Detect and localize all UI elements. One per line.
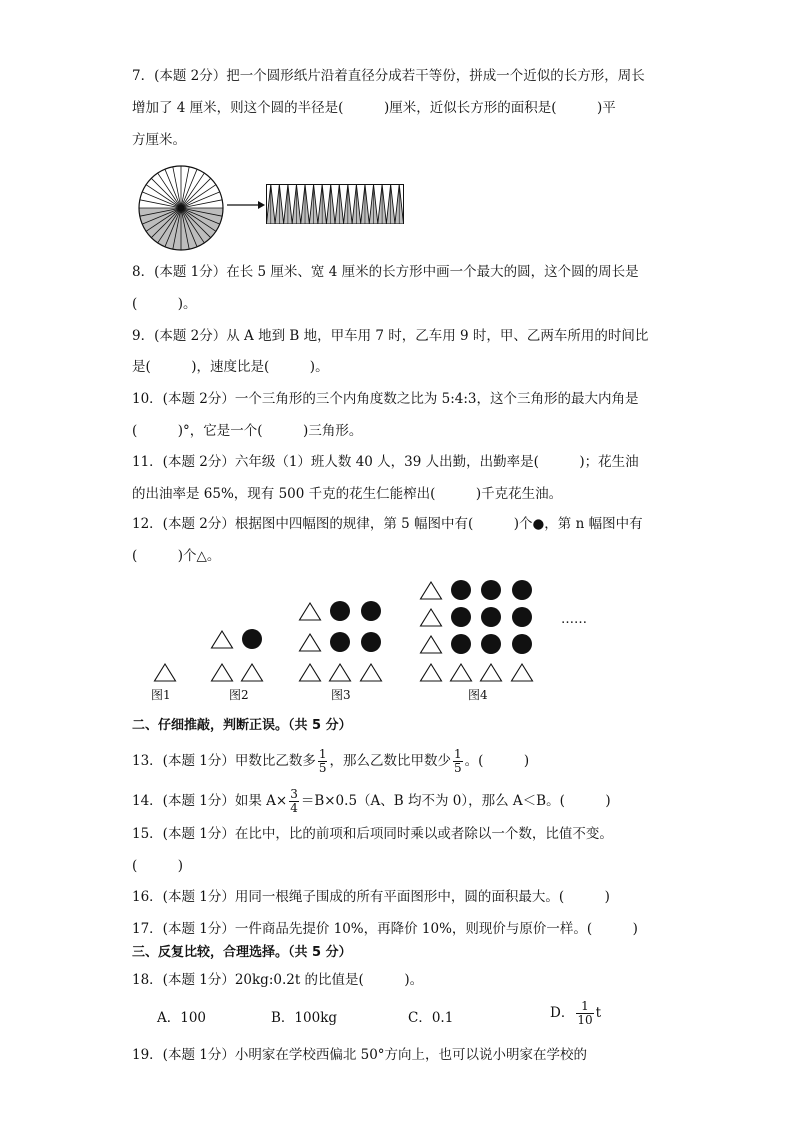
triangle-icon — [451, 664, 472, 681]
q13-fraction-1 — [318, 748, 328, 775]
q8-line1: 8．(本题 1分）在长 5 厘米、宽 4 厘米的长方形中画一个最大的圆，这个圆的周长是 — [132, 264, 639, 280]
triangle-icon — [300, 634, 321, 651]
triangle-icon — [512, 664, 533, 681]
q18-option-c[interactable]: C．0.1 — [408, 1010, 454, 1026]
q14-frac-den: 4 — [290, 801, 298, 815]
triangle-icon — [361, 664, 382, 681]
q18-stem: 18．(本题 1分）20kg:0.2t 的比值是( )。 — [132, 972, 424, 988]
dot-icon — [330, 632, 350, 652]
q12-line2: ( )个△。 — [132, 548, 221, 564]
q13-fraction-2 — [453, 748, 463, 775]
dot-icon — [451, 634, 471, 654]
triangle-icon — [300, 603, 321, 620]
q15-line2: ( ) — [132, 858, 184, 874]
q7-line1: 7．(本题 2分）把一个圆形纸片沿着直径分成若干等份，拼成一个近似的长方形，周长 — [132, 68, 645, 84]
q12-line1: 12．(本题 2分）根据图中四幅图的规律，第 5 幅图中有( )个●，第 n 幅图中有 — [132, 516, 643, 532]
q15-line1: 15．(本题 1分）在比中，比的前项和后项同时乘以或者除以一个数，比值不变。 — [132, 826, 613, 842]
triangle-icon — [300, 664, 321, 681]
q14-pre: 14．(本题 1分）如果 A× — [132, 793, 288, 809]
triangle-icon — [421, 664, 442, 681]
dot-icon — [481, 580, 501, 600]
dot-icon — [481, 634, 501, 654]
q10-line1: 10．(本题 2分）一个三角形的三个内角度数之比为 5:4:3，这个三角形的最大内角是 — [132, 391, 639, 407]
dot-icon — [512, 607, 532, 627]
q13-line — [132, 748, 529, 775]
dot-icon — [451, 607, 471, 627]
q9-line2: 是( )，速度比是( )。 — [132, 359, 329, 375]
q14-fraction — [289, 788, 299, 815]
q13-frac2-num: 1 — [453, 747, 462, 761]
q14-line — [132, 788, 611, 815]
figure-label-3: 图3 — [331, 688, 351, 702]
figure-label-2: 图2 — [229, 688, 249, 702]
triangle-icon — [155, 664, 176, 681]
dot-icon — [512, 580, 532, 600]
q11-line1: 11．(本题 2分）六年级（1）班人数 40 人，39 人出勤，出勤率是( )；花生油 — [132, 454, 639, 470]
dot-icon — [512, 634, 532, 654]
q14-frac-num: 3 — [290, 787, 298, 801]
section3-heading: 三、反复比较，合理选择。（共 5 分） — [132, 945, 352, 960]
triangle-icon — [421, 582, 442, 599]
q13-frac1-den: 5 — [318, 761, 327, 775]
q8-line2: ( )。 — [132, 296, 197, 312]
q13-frac1-num: 1 — [318, 747, 327, 761]
figure-label-1: 图1 — [151, 688, 171, 702]
triangle-icon — [481, 664, 502, 681]
triangle-icon — [242, 664, 263, 681]
dot-icon — [242, 629, 262, 649]
dot-icon — [451, 580, 471, 600]
ellipsis: …… — [561, 612, 587, 627]
q14-post: ＝B×0.5（A、B 均不为 0），那么 A＜B。( ) — [300, 793, 611, 809]
section2-heading: 二、仔细推敲，判断正误。（共 5 分） — [132, 718, 352, 733]
q18-optd-num: 1 — [576, 1000, 593, 1014]
q16-line: 16．(本题 1分）用同一根绳子围成的所有平面图形中，圆的面积最大。( ) — [132, 889, 610, 905]
dot-icon — [330, 601, 350, 621]
triangle-icon — [421, 609, 442, 626]
dot-icon — [361, 632, 381, 652]
q11-line2: 的出油率是 65%，现有 500 千克的花生仁能榨出( )千克花生油。 — [132, 486, 563, 502]
q13-mid: ，那么乙数比甲数少 — [329, 753, 451, 769]
q18-optd-pre: D． — [550, 1005, 575, 1021]
q7-line3: 方厘米。 — [132, 132, 186, 148]
q9-line1: 9．(本题 2分）从 A 地到 B 地，甲车用 7 时，乙车用 9 时，甲、乙两车所用的时间比 — [132, 328, 649, 344]
q13-pre: 13．(本题 1分）甲数比乙数多 — [132, 753, 316, 769]
triangle-icon — [330, 664, 351, 681]
dot-icon — [481, 607, 501, 627]
q18-optd-den: 10 — [577, 1013, 593, 1027]
q10-line2: ( )°，它是一个( )三角形。 — [132, 423, 363, 439]
q18-option-b[interactable]: B．100kg — [271, 1010, 338, 1026]
q17-line: 17．(本题 1分）一件商品先提价 10%，再降价 10%，则现价与原价一样。( ) — [132, 921, 638, 937]
q18-option-d[interactable] — [550, 1000, 601, 1027]
triangle-icon — [421, 636, 442, 653]
q13-frac2-den: 5 — [453, 761, 462, 775]
figure-label-4: 图4 — [468, 688, 488, 702]
q18-optd-fraction — [576, 1000, 593, 1027]
q7-line2: 增加了 4 厘米，则这个圆的半径是( )厘米，近似长方形的面积是( )平 — [132, 100, 616, 116]
q18-optd-post: t — [595, 1005, 602, 1021]
q19-line: 19．(本题 1分）小明家在学校西偏北 50°方向上，也可以说小明家在学校的 — [132, 1047, 588, 1063]
triangle-icon — [212, 631, 233, 648]
triangle-icon — [212, 664, 233, 681]
q13-post: 。( ) — [464, 753, 530, 769]
q18-option-a[interactable]: A．100 — [157, 1010, 207, 1026]
dot-icon — [361, 601, 381, 621]
